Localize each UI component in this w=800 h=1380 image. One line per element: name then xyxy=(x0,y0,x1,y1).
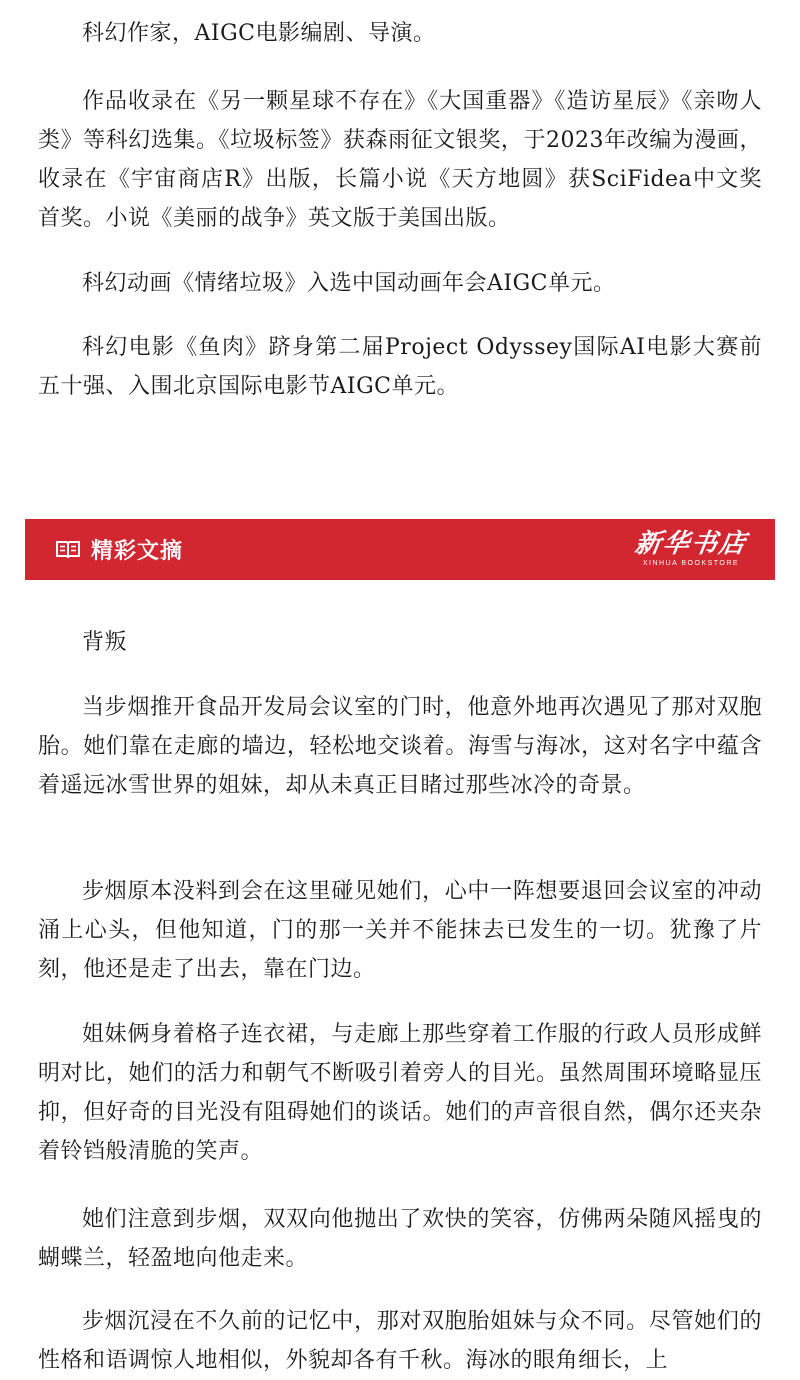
logo-text: 新华书店 xyxy=(632,529,750,559)
excerpt-paragraph: 步烟沉浸在不久前的记忆中，那对双胞胎姐妹与众不同。尽管她们的性格和语调惊人地相似，外貌却各有千秋。海冰的眼角细长，上 xyxy=(38,1309,762,1373)
xinhua-bookstore-logo xyxy=(632,529,750,569)
section-banner xyxy=(25,519,775,580)
bio-paragraph: 科幻电影《鱼肉》跻身第二届Project Odyssey国际AI电影大赛前五十强、入围北京国际电影节AIGC单元。 xyxy=(38,335,762,399)
banner-heading xyxy=(55,534,183,565)
logo-subtext: XINHUA BOOKSTORE xyxy=(642,560,740,567)
section-title: 精彩文摘 xyxy=(91,539,184,564)
chapter-title: 背叛 xyxy=(82,630,128,655)
excerpt-paragraph: 她们注意到步烟，双双向他抛出了欢快的笑容，仿佛两朵随风摇曳的蝴蝶兰，轻盈地向他走来。 xyxy=(38,1207,762,1271)
bio-paragraph: 作品收录在《另一颗星球不存在》《大国重器》《造访星辰》《亲吻人类》等科幻选集。《垃圾标签》获森雨征文银奖，于2023年改编为漫画，收录在《宇宙商店R》出版，长篇小说《天方地圆》获SciFidea中文奖首奖。小说《美丽的战争》英文版于美国出版。 xyxy=(38,89,762,231)
excerpt-paragraph: 姐妹俩身着格子连衣裙，与走廊上那些穿着工作服的行政人员形成鲜明对比，她们的活力和朝气不断吸引着旁人的目光。虽然周围环境略显压抑，但好奇的目光没有阻碍她们的谈话。她们的声音很自然，偶尔还夹杂着铃铛般清脆的笑声。 xyxy=(38,1022,762,1164)
open-book-icon xyxy=(55,540,81,560)
excerpt-paragraph: 当步烟推开食品开发局会议室的门时，他意外地再次遇见了那对双胞胎。她们靠在走廊的墙边，轻松地交谈着。海雪与海冰，这对名字中蕴含着遥远冰雪世界的姐妹，却从未真正目睹过那些冰冷的奇景。 xyxy=(38,695,762,798)
excerpt-paragraph: 步烟原本没料到会在这里碰见她们，心中一阵想要退回会议室的冲动涌上心头，但他知道，门的那一关并不能抹去已发生的一切。犹豫了片刻，他还是走了出去，靠在门边。 xyxy=(38,879,762,982)
bio-paragraph: 科幻作家，AIGC电影编剧、导演。 xyxy=(82,21,436,46)
bio-paragraph: 科幻动画《情绪垃圾》入选中国动画年会AIGC单元。 xyxy=(82,271,616,296)
